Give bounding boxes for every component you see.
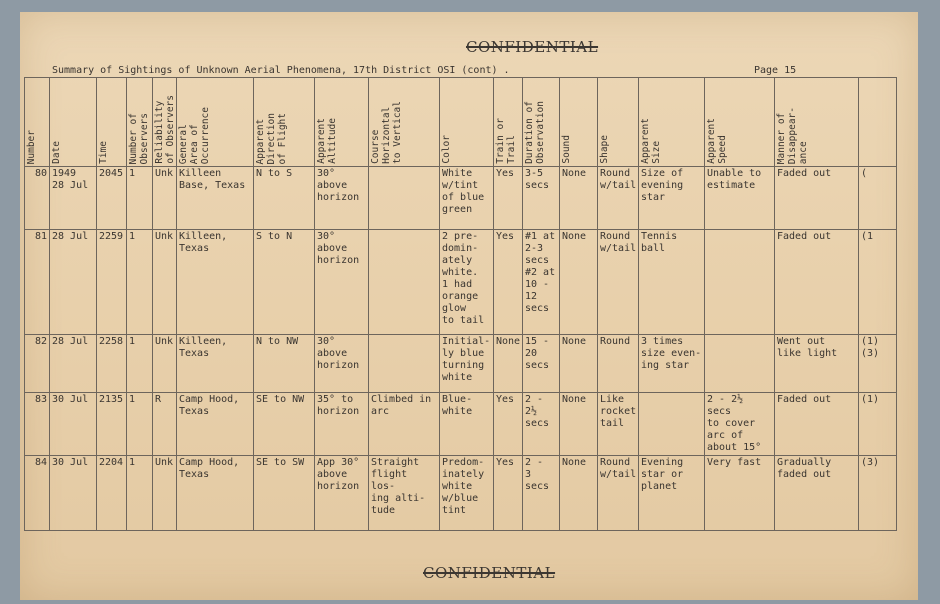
cell-course: [369, 335, 440, 393]
column-header: Shape: [598, 78, 639, 167]
cell-disappearance: Faded out: [775, 167, 859, 230]
cell-speed: [705, 335, 775, 393]
cell-trail: Yes: [494, 167, 523, 230]
cell-trail: Yes: [494, 230, 523, 335]
cell-sound: None: [560, 335, 598, 393]
cell-duration: 2 - 3 secs: [523, 456, 560, 531]
cell-observers: 1: [127, 456, 153, 531]
cell-color: White w/tint of blue green: [440, 167, 494, 230]
cell-time: 2259: [97, 230, 127, 335]
cell-color: 2 pre- domin- ately white. 1 had orange glow to tail: [440, 230, 494, 335]
column-header: Apparent Speed: [705, 78, 775, 167]
cell-observers: 1: [127, 167, 153, 230]
cell-disappearance: Gradually faded out: [775, 456, 859, 531]
cell-color: Predom- inately white w/blue tint: [440, 456, 494, 531]
cell-direction: N to S: [254, 167, 315, 230]
cell-altitude: 30° above horizon: [315, 335, 369, 393]
cell-size: 3 times size even- ing star: [639, 335, 705, 393]
cell-sound: None: [560, 393, 598, 456]
cell-area: Killeen, Texas: [177, 335, 254, 393]
cell-date: 30 Jul: [50, 456, 97, 531]
table-row: [25, 335, 897, 393]
cell-altitude: 30° above horizon: [315, 167, 369, 230]
column-header: Number of Observers: [127, 78, 153, 167]
cell-duration: 3-5 secs: [523, 167, 560, 230]
cell-altitude: 35° to horizon: [315, 393, 369, 456]
cell-course: Straight flight los- ing alti- tude: [369, 456, 440, 531]
cell-time: 2258: [97, 335, 127, 393]
cell-direction: N to NW: [254, 335, 315, 393]
cell-size: [639, 393, 705, 456]
cell-disappearance: Went out like light: [775, 335, 859, 393]
column-header: Sound: [560, 78, 598, 167]
cell-sound: None: [560, 167, 598, 230]
cell-disappearance: Faded out: [775, 230, 859, 335]
table-row: [25, 167, 897, 230]
cell-reliability: Unk: [153, 335, 177, 393]
cell-reliability: Unk: [153, 456, 177, 531]
cell-reliability: Unk: [153, 230, 177, 335]
cell-sound: None: [560, 230, 598, 335]
cell-area: Camp Hood, Texas: [177, 456, 254, 531]
cell-number: 84: [25, 456, 50, 531]
column-header: [859, 78, 897, 167]
cell-observers: 1: [127, 335, 153, 393]
column-header: General Area of Occurrence: [177, 78, 254, 167]
cell-area: Camp Hood, Texas: [177, 393, 254, 456]
cell-trail: None: [494, 335, 523, 393]
cell-time: 2204: [97, 456, 127, 531]
cell-year: 1949: [52, 168, 77, 179]
cell-speed: Unable to estimate: [705, 167, 775, 230]
column-header: Apparent Altitude: [315, 78, 369, 167]
cell-reliability: R: [153, 393, 177, 456]
cell-duration: 15 - 20 secs: [523, 335, 560, 393]
cell-reliability: Unk: [153, 167, 177, 230]
cell-time: 2045: [97, 167, 127, 230]
cell-date: 1949 28 Jul: [50, 167, 97, 230]
cell-size: Tennis ball: [639, 230, 705, 335]
cell-time: 2135: [97, 393, 127, 456]
cell-size: Size of evening star: [639, 167, 705, 230]
cell-area: Killeen Base, Texas: [177, 167, 254, 230]
cell-trail: Yes: [494, 456, 523, 531]
cell-size: Evening star or planet: [639, 456, 705, 531]
cell-direction: SE to NW: [254, 393, 315, 456]
confidential-stamp-bottom: CONFIDENTIAL: [423, 564, 556, 582]
cell-note: (1: [859, 230, 897, 335]
cell-date: 28 Jul: [50, 335, 97, 393]
cell-shape: Like rocket tail: [598, 393, 639, 456]
cell-duration: #1 at 2-3 secs #2 at 10 - 12 secs: [523, 230, 560, 335]
cell-note: (1) (3): [859, 335, 897, 393]
document-title: Summary of Sightings of Unknown Aerial Phenomena, 17th District OSI (cont) .: [52, 65, 510, 76]
cell-disappearance: Faded out: [775, 393, 859, 456]
column-header: Reliability of Observers: [153, 78, 177, 167]
cell-shape: Round w/tail: [598, 230, 639, 335]
confidential-stamp-top: CONFIDENTIAL: [466, 38, 599, 56]
cell-number: 80: [25, 167, 50, 230]
cell-color: Initial- ly blue turning white: [440, 335, 494, 393]
cell-direction: SE to SW: [254, 456, 315, 531]
column-header: Apparent Size: [639, 78, 705, 167]
cell-course: Climbed in arc: [369, 393, 440, 456]
cell-speed: Very fast: [705, 456, 775, 531]
cell-speed: [705, 230, 775, 335]
table-header-row: [25, 78, 897, 167]
column-header: Train or Trail: [494, 78, 523, 167]
column-header: Color: [440, 78, 494, 167]
cell-sound: None: [560, 456, 598, 531]
column-header: Time: [97, 78, 127, 167]
cell-date: 30 Jul: [50, 393, 97, 456]
cell-shape: Round w/tail: [598, 167, 639, 230]
table-row: [25, 456, 897, 531]
cell-trail: Yes: [494, 393, 523, 456]
cell-area: Killeen, Texas: [177, 230, 254, 335]
cell-direction: S to N: [254, 230, 315, 335]
cell-speed: 2 - 2½ secs to cover arc of about 15°: [705, 393, 775, 456]
cell-date: 28 Jul: [50, 230, 97, 335]
column-header: Course Horizontal to Vertical: [369, 78, 440, 167]
cell-observers: 1: [127, 230, 153, 335]
sightings-table: [24, 77, 897, 531]
cell-course: [369, 230, 440, 335]
cell-number: 82: [25, 335, 50, 393]
cell-number: 83: [25, 393, 50, 456]
column-header: Manner of Disappear- ance: [775, 78, 859, 167]
column-header: Duration of Observation: [523, 78, 560, 167]
page-number: Page 15: [754, 65, 797, 76]
table-row: [25, 393, 897, 456]
cell-observers: 1: [127, 393, 153, 456]
cell-altitude: App 30° above horizon: [315, 456, 369, 531]
cell-duration: 2 - 2½ secs: [523, 393, 560, 456]
cell-shape: Round: [598, 335, 639, 393]
column-header: Apparent Direction of Flight: [254, 78, 315, 167]
cell-shape: Round w/tail: [598, 456, 639, 531]
cell-note: (3): [859, 456, 897, 531]
cell-number: 81: [25, 230, 50, 335]
cell-color: Blue- white: [440, 393, 494, 456]
cell-note: (: [859, 167, 897, 230]
cell-course: [369, 167, 440, 230]
cell-altitude: 30° above horizon: [315, 230, 369, 335]
column-header: Number: [25, 78, 50, 167]
column-header: Date: [50, 78, 97, 167]
cell-note: (1): [859, 393, 897, 456]
table-row: [25, 230, 897, 335]
